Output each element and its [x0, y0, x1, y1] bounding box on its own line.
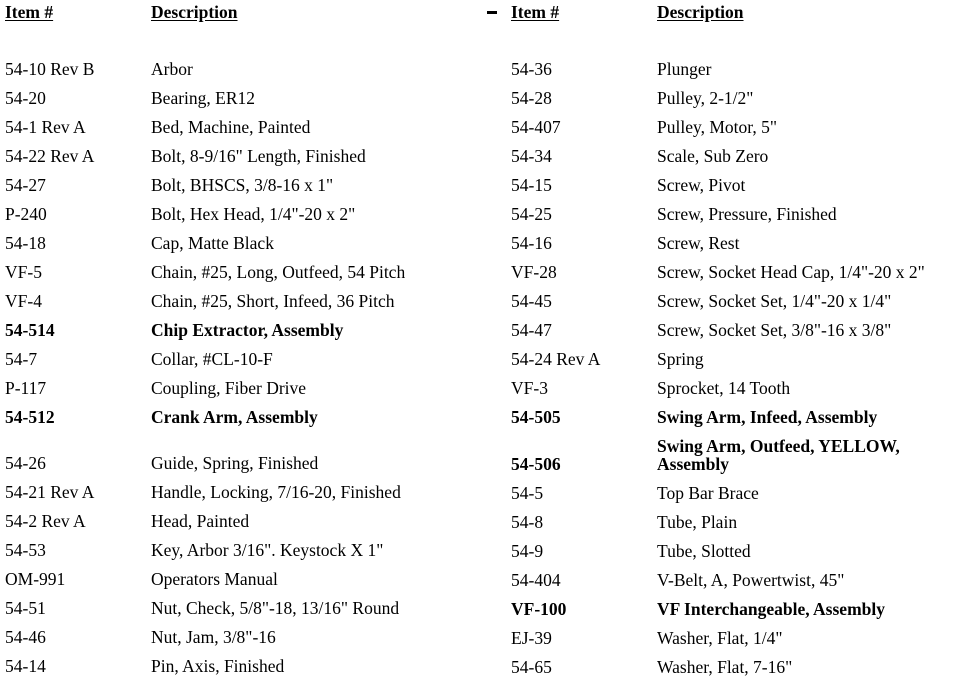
table-row	[511, 321, 966, 350]
cell-description: Screw, Pivot	[657, 175, 746, 195]
cell-item-number: 54-1 Rev A	[5, 117, 86, 137]
cell-item-number: VF-4	[5, 291, 42, 311]
table-row	[511, 600, 966, 629]
cell-description: Nut, Jam, 3/8"-16	[151, 627, 276, 647]
table-row	[5, 628, 485, 657]
cell-description: Pulley, 2-1/2"	[657, 88, 754, 108]
table-row	[511, 176, 966, 205]
cell-item-number: 54-47	[511, 320, 552, 340]
cell-item-number: 54-9	[511, 541, 544, 561]
cell-item-number: 54-18	[5, 233, 46, 253]
table-row	[511, 89, 966, 118]
cell-description: Bolt, Hex Head, 1/4"-20 x 2"	[151, 204, 356, 224]
table-row	[511, 542, 966, 571]
cell-item-number: 54-51	[5, 598, 46, 618]
table-row	[511, 408, 966, 437]
cell-description: Sprocket, 14 Tooth	[657, 378, 791, 398]
table-row	[511, 292, 966, 321]
cell-item-number: 54-20	[5, 88, 46, 108]
cell-item-number: 54-404	[511, 570, 561, 590]
cell-description: Cap, Matte Black	[151, 233, 274, 253]
table-row	[511, 60, 966, 89]
cell-description: Plunger	[657, 59, 712, 79]
table-row	[5, 350, 485, 379]
parts-column-right	[511, 0, 966, 677]
table-row	[5, 147, 485, 176]
cell-item-number: 54-407	[511, 117, 561, 137]
table-row	[5, 570, 485, 599]
cell-description: Screw, Socket Set, 1/4"-20 x 1/4"	[657, 291, 892, 311]
header-item-number-left: Item #	[5, 2, 54, 22]
table-row	[5, 512, 485, 541]
parts-rows-left	[5, 60, 485, 686]
cell-item-number: 54-5	[511, 483, 544, 503]
stray-dash-artifact	[487, 11, 497, 14]
cell-description: Tube, Slotted	[657, 541, 751, 561]
table-row	[511, 629, 966, 658]
header-item-number-right: Item #	[511, 2, 560, 22]
table-row	[511, 513, 966, 542]
cell-item-number: 54-27	[5, 175, 46, 195]
column-header-row-left	[5, 0, 485, 26]
cell-description: Scale, Sub Zero	[657, 146, 769, 166]
cell-item-number: EJ-39	[511, 628, 552, 648]
cell-description: Bearing, ER12	[151, 88, 256, 108]
table-row	[5, 89, 485, 118]
table-row	[5, 234, 485, 263]
table-row	[5, 321, 485, 350]
cell-description: Collar, #CL-10-F	[151, 349, 273, 369]
cell-item-number: P-117	[5, 378, 47, 398]
table-row	[511, 147, 966, 176]
header-description-right: Description	[657, 2, 744, 22]
cell-description: Top Bar Brace	[657, 483, 759, 503]
cell-description: Chip Extractor, Assembly	[151, 320, 344, 340]
table-row	[5, 599, 485, 628]
cell-description: Screw, Pressure, Finished	[657, 204, 837, 224]
cell-description: Chain, #25, Short, Infeed, 36 Pitch	[151, 291, 395, 311]
table-row	[511, 437, 966, 455]
cell-description: Pin, Axis, Finished	[151, 656, 285, 676]
table-row	[5, 292, 485, 321]
cell-item-number: P-240	[5, 204, 47, 224]
cell-item-number: 54-514	[5, 320, 55, 340]
table-row	[511, 118, 966, 147]
cell-description: Washer, Flat, 7-16"	[657, 657, 793, 677]
cell-description: VF Interchangeable, Assembly	[657, 599, 885, 619]
table-row	[511, 205, 966, 234]
cell-item-number: 54-36	[511, 59, 552, 79]
table-row	[5, 263, 485, 292]
cell-description: Screw, Socket Set, 3/8"-16 x 3/8"	[657, 320, 892, 340]
table-row	[511, 571, 966, 600]
cell-item-number: 54-10 Rev B	[5, 59, 95, 79]
cell-item-number: 54-15	[511, 175, 552, 195]
parts-column-left	[5, 0, 485, 676]
cell-item-number: 54-53	[5, 540, 46, 560]
cell-item-number: VF-3	[511, 378, 548, 398]
cell-description: Screw, Rest	[657, 233, 740, 253]
cell-description: Guide, Spring, Finished	[151, 453, 319, 473]
cell-item-number: VF-28	[511, 262, 557, 282]
cell-description: Tube, Plain	[657, 512, 738, 532]
cell-description: Pulley, Motor, 5"	[657, 117, 778, 137]
table-row	[5, 541, 485, 570]
cell-item-number: 54-65	[511, 657, 552, 677]
cell-description: Head, Painted	[151, 511, 250, 531]
cell-description: Key, Arbor 3/16". Keystock X 1"	[151, 540, 384, 560]
cell-item-number: VF-5	[5, 262, 42, 282]
table-row	[511, 350, 966, 379]
cell-item-number: 54-8	[511, 512, 544, 532]
cell-item-number: 54-46	[5, 627, 46, 647]
table-row	[511, 658, 966, 687]
table-row	[5, 657, 485, 686]
table-row	[5, 176, 485, 205]
table-row	[5, 379, 485, 408]
table-row	[5, 454, 485, 483]
cell-item-number: 54-512	[5, 407, 55, 427]
table-row	[511, 484, 966, 513]
table-row	[5, 60, 485, 89]
table-row	[5, 483, 485, 512]
cell-description: Bed, Machine, Painted	[151, 117, 311, 137]
cell-item-number: 54-16	[511, 233, 552, 253]
cell-item-number: OM-991	[5, 569, 66, 589]
cell-item-number: 54-25	[511, 204, 552, 224]
header-description-left: Description	[151, 2, 238, 22]
cell-description: Nut, Check, 5/8"-18, 13/16" Round	[151, 598, 400, 618]
cell-description: V-Belt, A, Powertwist, 45"	[657, 570, 845, 590]
cell-description: Chain, #25, Long, Outfeed, 54 Pitch	[151, 262, 406, 282]
cell-description: Coupling, Fiber Drive	[151, 378, 307, 398]
cell-description: Arbor	[151, 59, 193, 79]
cell-item-number: 54-45	[511, 291, 552, 311]
cell-item-number: 54-505	[511, 407, 561, 427]
cell-item-number: 54-7	[5, 349, 38, 369]
cell-item-number: 54-506	[511, 454, 561, 474]
cell-description: Handle, Locking, 7/16-20, Finished	[151, 482, 401, 502]
cell-description: Swing Arm, Infeed, Assembly	[657, 407, 878, 427]
cell-description: Swing Arm, Outfeed, YELLOW,	[657, 436, 900, 456]
cell-description: Operators Manual	[151, 569, 278, 589]
cell-description: Assembly	[657, 454, 729, 474]
cell-description: Crank Arm, Assembly	[151, 407, 318, 427]
cell-item-number: 54-14	[5, 656, 46, 676]
table-row	[5, 205, 485, 234]
cell-item-number: 54-22 Rev A	[5, 146, 95, 166]
table-row	[5, 408, 485, 437]
table-row	[511, 263, 966, 292]
cell-description: Washer, Flat, 1/4"	[657, 628, 783, 648]
column-header-row-right	[511, 0, 966, 26]
cell-item-number: VF-100	[511, 599, 567, 619]
cell-description: Screw, Socket Head Cap, 1/4"-20 x 2"	[657, 262, 925, 282]
table-row	[511, 234, 966, 263]
cell-item-number: 54-24 Rev A	[511, 349, 601, 369]
cell-description: Bolt, 8-9/16" Length, Finished	[151, 146, 366, 166]
cell-item-number: 54-34	[511, 146, 552, 166]
cell-item-number: 54-26	[5, 453, 46, 473]
table-row-spacer	[5, 437, 485, 454]
cell-item-number: 54-2 Rev A	[5, 511, 86, 531]
table-row	[5, 118, 485, 147]
cell-description: Spring	[657, 349, 704, 369]
cell-item-number: 54-21 Rev A	[5, 482, 95, 502]
table-row	[511, 455, 966, 484]
table-row	[511, 379, 966, 408]
cell-item-number: 54-28	[511, 88, 552, 108]
parts-rows-right	[511, 60, 966, 687]
cell-description: Bolt, BHSCS, 3/8-16 x 1"	[151, 175, 334, 195]
